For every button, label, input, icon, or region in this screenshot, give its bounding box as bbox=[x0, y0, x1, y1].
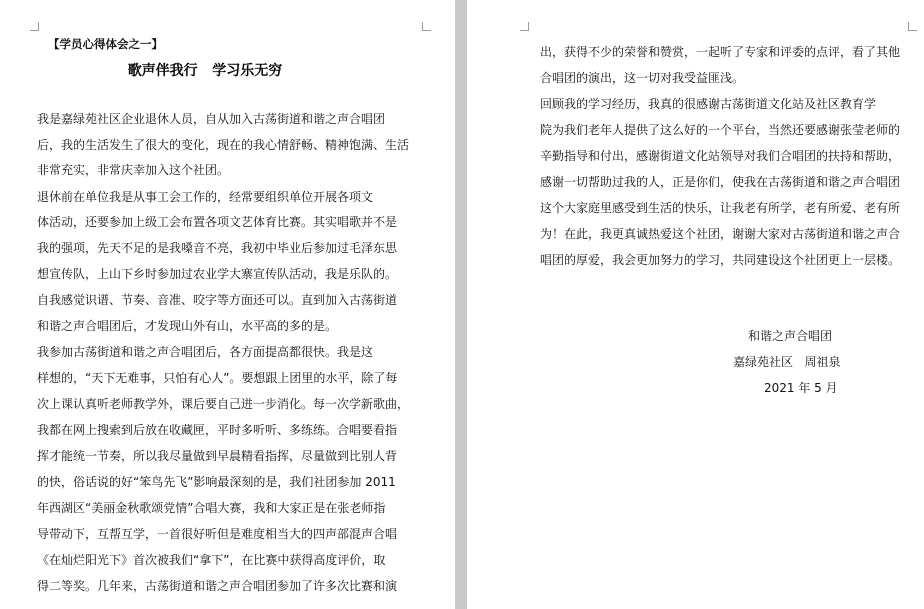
paragraph-line: 非常充实，非常庆幸加入这个社团。 bbox=[37, 163, 230, 177]
signature-organization: 和谐之声合唱团 bbox=[748, 329, 833, 343]
paragraph-line: 样想的，“天下无难事，只怕有心人”。要想跟上团里的水平，除了每 bbox=[37, 371, 398, 385]
paragraph-line: 院为我们老年人提供了这么好的一个平台，当然还要感谢张莹老师的 bbox=[540, 123, 901, 137]
paragraph-line: 回顾我的学习经历，我真的很感谢古荡街道文化站及社区教育学 bbox=[540, 97, 877, 111]
page-corner-mark bbox=[908, 22, 917, 31]
paragraph-line: 退休前在单位我是从事工会工作的，经常要组织单位开展各项文 bbox=[37, 190, 374, 204]
paragraph-line: 自我感觉识谱、节奏、音准、咬字等方面还可以。直到加入古荡街道 bbox=[37, 293, 398, 307]
signature-author: 嘉绿苑社区 周祖泉 bbox=[733, 355, 841, 369]
paragraph-line: 后，我的生活发生了很大的变化，现在的我心情舒畅、精神饱满、生活 bbox=[37, 138, 410, 152]
document-page-right bbox=[467, 0, 924, 609]
paragraph-line: 我都在网上搜索到后放在收藏匣，平时多听听、多练练。合唱要看指 bbox=[37, 423, 398, 437]
paragraph-line: 为！在此，我更真诚热爱这个社团，谢谢大家对古荡街道和谐之声合 bbox=[540, 227, 901, 241]
document-page-left bbox=[0, 0, 455, 609]
paragraph-line: 挥才能统一节奏，所以我尽量做到早晨精看指挥，尽量做到比别人背 bbox=[37, 449, 398, 463]
paragraph-line: 和谐之声合唱团后，才发现山外有山，水平高的多的是。 bbox=[37, 319, 338, 333]
paragraph-line: 我是嘉绿苑社区企业退休人员，自从加入古荡街道和谐之声合唱团 bbox=[37, 112, 386, 126]
paragraph-line: 想宣传队，上山下乡时参加过农业学大寨宣传队活动，我是乐队的。 bbox=[37, 267, 398, 281]
paragraph-line: 出，获得不少的荣誉和赞赏，一起听了专家和评委的点评，看了其他 bbox=[540, 45, 901, 59]
page-corner-mark bbox=[520, 22, 529, 31]
paragraph-line: 导带动下，互帮互学，一首很好听但是难度相当大的四声部混声合唱 bbox=[37, 527, 398, 541]
paragraph-line: 辛勤指导和付出，感谢街道文化站领导对我们合唱团的扶持和帮助， bbox=[540, 149, 901, 163]
paragraph-line: 合唱团的演出，这一切对我受益匪浅。 bbox=[540, 71, 745, 85]
paragraph-line: 《在灿烂阳光下》首次被我们“拿下”，在比赛中获得高度评价，取 bbox=[37, 553, 386, 567]
article-tag: 【学员心得体会之一】 bbox=[48, 37, 163, 51]
paragraph-line: 得二等奖。几年来，古荡街道和谐之声合唱团参加了许多次比赛和演 bbox=[37, 579, 398, 593]
paragraph-line: 感谢一切帮助过我的人，正是你们，使我在古荡街道和谐之声合唱团 bbox=[540, 175, 901, 189]
page-corner-mark bbox=[422, 22, 431, 31]
paragraph-line: 的快，俗话说的好“笨鸟先飞”影响最深刻的是，我们社团参加 2011 bbox=[37, 475, 396, 489]
page-corner-mark bbox=[30, 22, 39, 31]
paragraph-line: 年西湖区“美丽金秋歌颂党情”合唱大赛，我和大家正是在张老师指 bbox=[37, 501, 386, 515]
article-title: 歌声伴我行 学习乐无穷 bbox=[127, 63, 283, 79]
paragraph-line: 这个大家庭里感受到生活的快乐，让我老有所学，老有所爱、老有所 bbox=[540, 201, 901, 215]
paragraph-line: 我参加古荡街道和谐之声合唱团后，各方面提高都很快。我是这 bbox=[37, 345, 374, 359]
paragraph-line: 次上课认真听老师教学外，课后要自己进一步消化。每一次学新歌曲， bbox=[37, 397, 410, 411]
signature-date: 2021 年 5 月 bbox=[764, 381, 838, 395]
paragraph-line: 我的强项，先天不足的是我嗓音不亮，我初中毕业后参加过毛泽东思 bbox=[37, 241, 398, 255]
paragraph-line: 唱团的厚爱，我会更加努力的学习，共同建设这个社团更上一层楼。 bbox=[540, 253, 901, 267]
paragraph-line: 体活动，还要参加上级工会布置各项文艺体育比赛。其实唱歌并不是 bbox=[37, 215, 398, 229]
